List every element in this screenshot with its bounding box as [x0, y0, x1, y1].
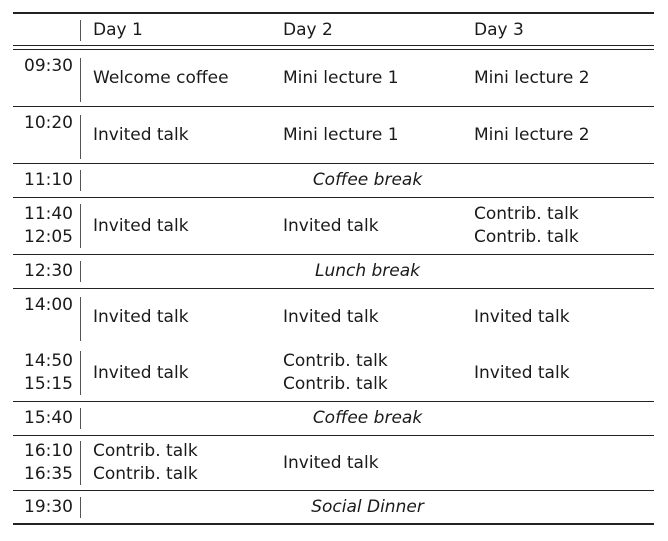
- time-label: 11:40: [24, 204, 73, 224]
- time-label: 10:20: [24, 113, 73, 133]
- header-day-3: Day 3: [474, 20, 524, 40]
- break-label: Lunch break: [314, 261, 421, 281]
- time-label: 16:10: [24, 441, 73, 461]
- header-day-1: Day 1: [93, 20, 143, 40]
- bottom-rule: [13, 523, 654, 525]
- day-3-cell: Contrib. talk: [474, 204, 579, 224]
- time-separator: [80, 351, 81, 395]
- time-separator: [80, 297, 81, 341]
- time-separator: [80, 441, 81, 485]
- day-2-cell: Contrib. talk: [283, 374, 388, 394]
- time-label: 12:05: [24, 227, 73, 247]
- time-label: 09:30: [24, 56, 73, 76]
- day-1-cell: Invited talk: [93, 125, 189, 145]
- table-row: [13, 402, 654, 435]
- header-day-2: Day 2: [283, 20, 333, 40]
- day-2-cell: Contrib. talk: [283, 351, 388, 371]
- table-row: [13, 436, 654, 490]
- break-label: Coffee break: [312, 170, 423, 190]
- header-row: [13, 14, 654, 45]
- table-row: [13, 107, 654, 163]
- time-label: 19:30: [24, 497, 73, 517]
- day-3-cell: Mini lecture 2: [474, 125, 590, 145]
- table-row: [13, 164, 654, 197]
- time-separator: [80, 115, 81, 159]
- time-separator: [80, 204, 81, 248]
- time-label: 11:10: [24, 170, 73, 190]
- table-row: [13, 491, 654, 523]
- table-row: [13, 289, 654, 345]
- day-2-cell: Mini lecture 1: [283, 125, 399, 145]
- table-row: [13, 50, 654, 106]
- table-row: [13, 255, 654, 288]
- day-3-cell: Invited talk: [474, 363, 570, 383]
- table-row: [13, 345, 654, 401]
- break-label: Social Dinner: [311, 497, 424, 517]
- time-label: 14:50: [24, 351, 73, 371]
- day-1-cell: Welcome coffee: [93, 68, 229, 88]
- day-2-cell: Mini lecture 1: [283, 68, 399, 88]
- table-row: [13, 198, 654, 254]
- time-separator: [80, 58, 81, 102]
- day-1-cell: Invited talk: [93, 307, 189, 327]
- day-3-cell: Mini lecture 2: [474, 68, 590, 88]
- break-label: Coffee break: [312, 408, 423, 428]
- day-1-cell: Contrib. talk: [93, 441, 198, 461]
- day-1-cell: Invited talk: [93, 216, 189, 236]
- day-1-cell: Contrib. talk: [93, 464, 198, 484]
- day-3-cell: Invited talk: [474, 307, 570, 327]
- day-1-cell: Invited talk: [93, 363, 189, 383]
- time-label: 15:15: [24, 374, 73, 394]
- time-label: 14:00: [24, 295, 73, 315]
- day-2-cell: Invited talk: [283, 307, 379, 327]
- time-label: 15:40: [24, 408, 73, 428]
- day-3-cell: Contrib. talk: [474, 227, 579, 247]
- time-label: 16:35: [24, 464, 73, 484]
- day-2-cell: Invited talk: [283, 216, 379, 236]
- header-separator: [80, 20, 81, 41]
- time-label: 12:30: [24, 261, 73, 281]
- header-rule-1: [13, 45, 654, 46]
- day-2-cell: Invited talk: [283, 453, 379, 473]
